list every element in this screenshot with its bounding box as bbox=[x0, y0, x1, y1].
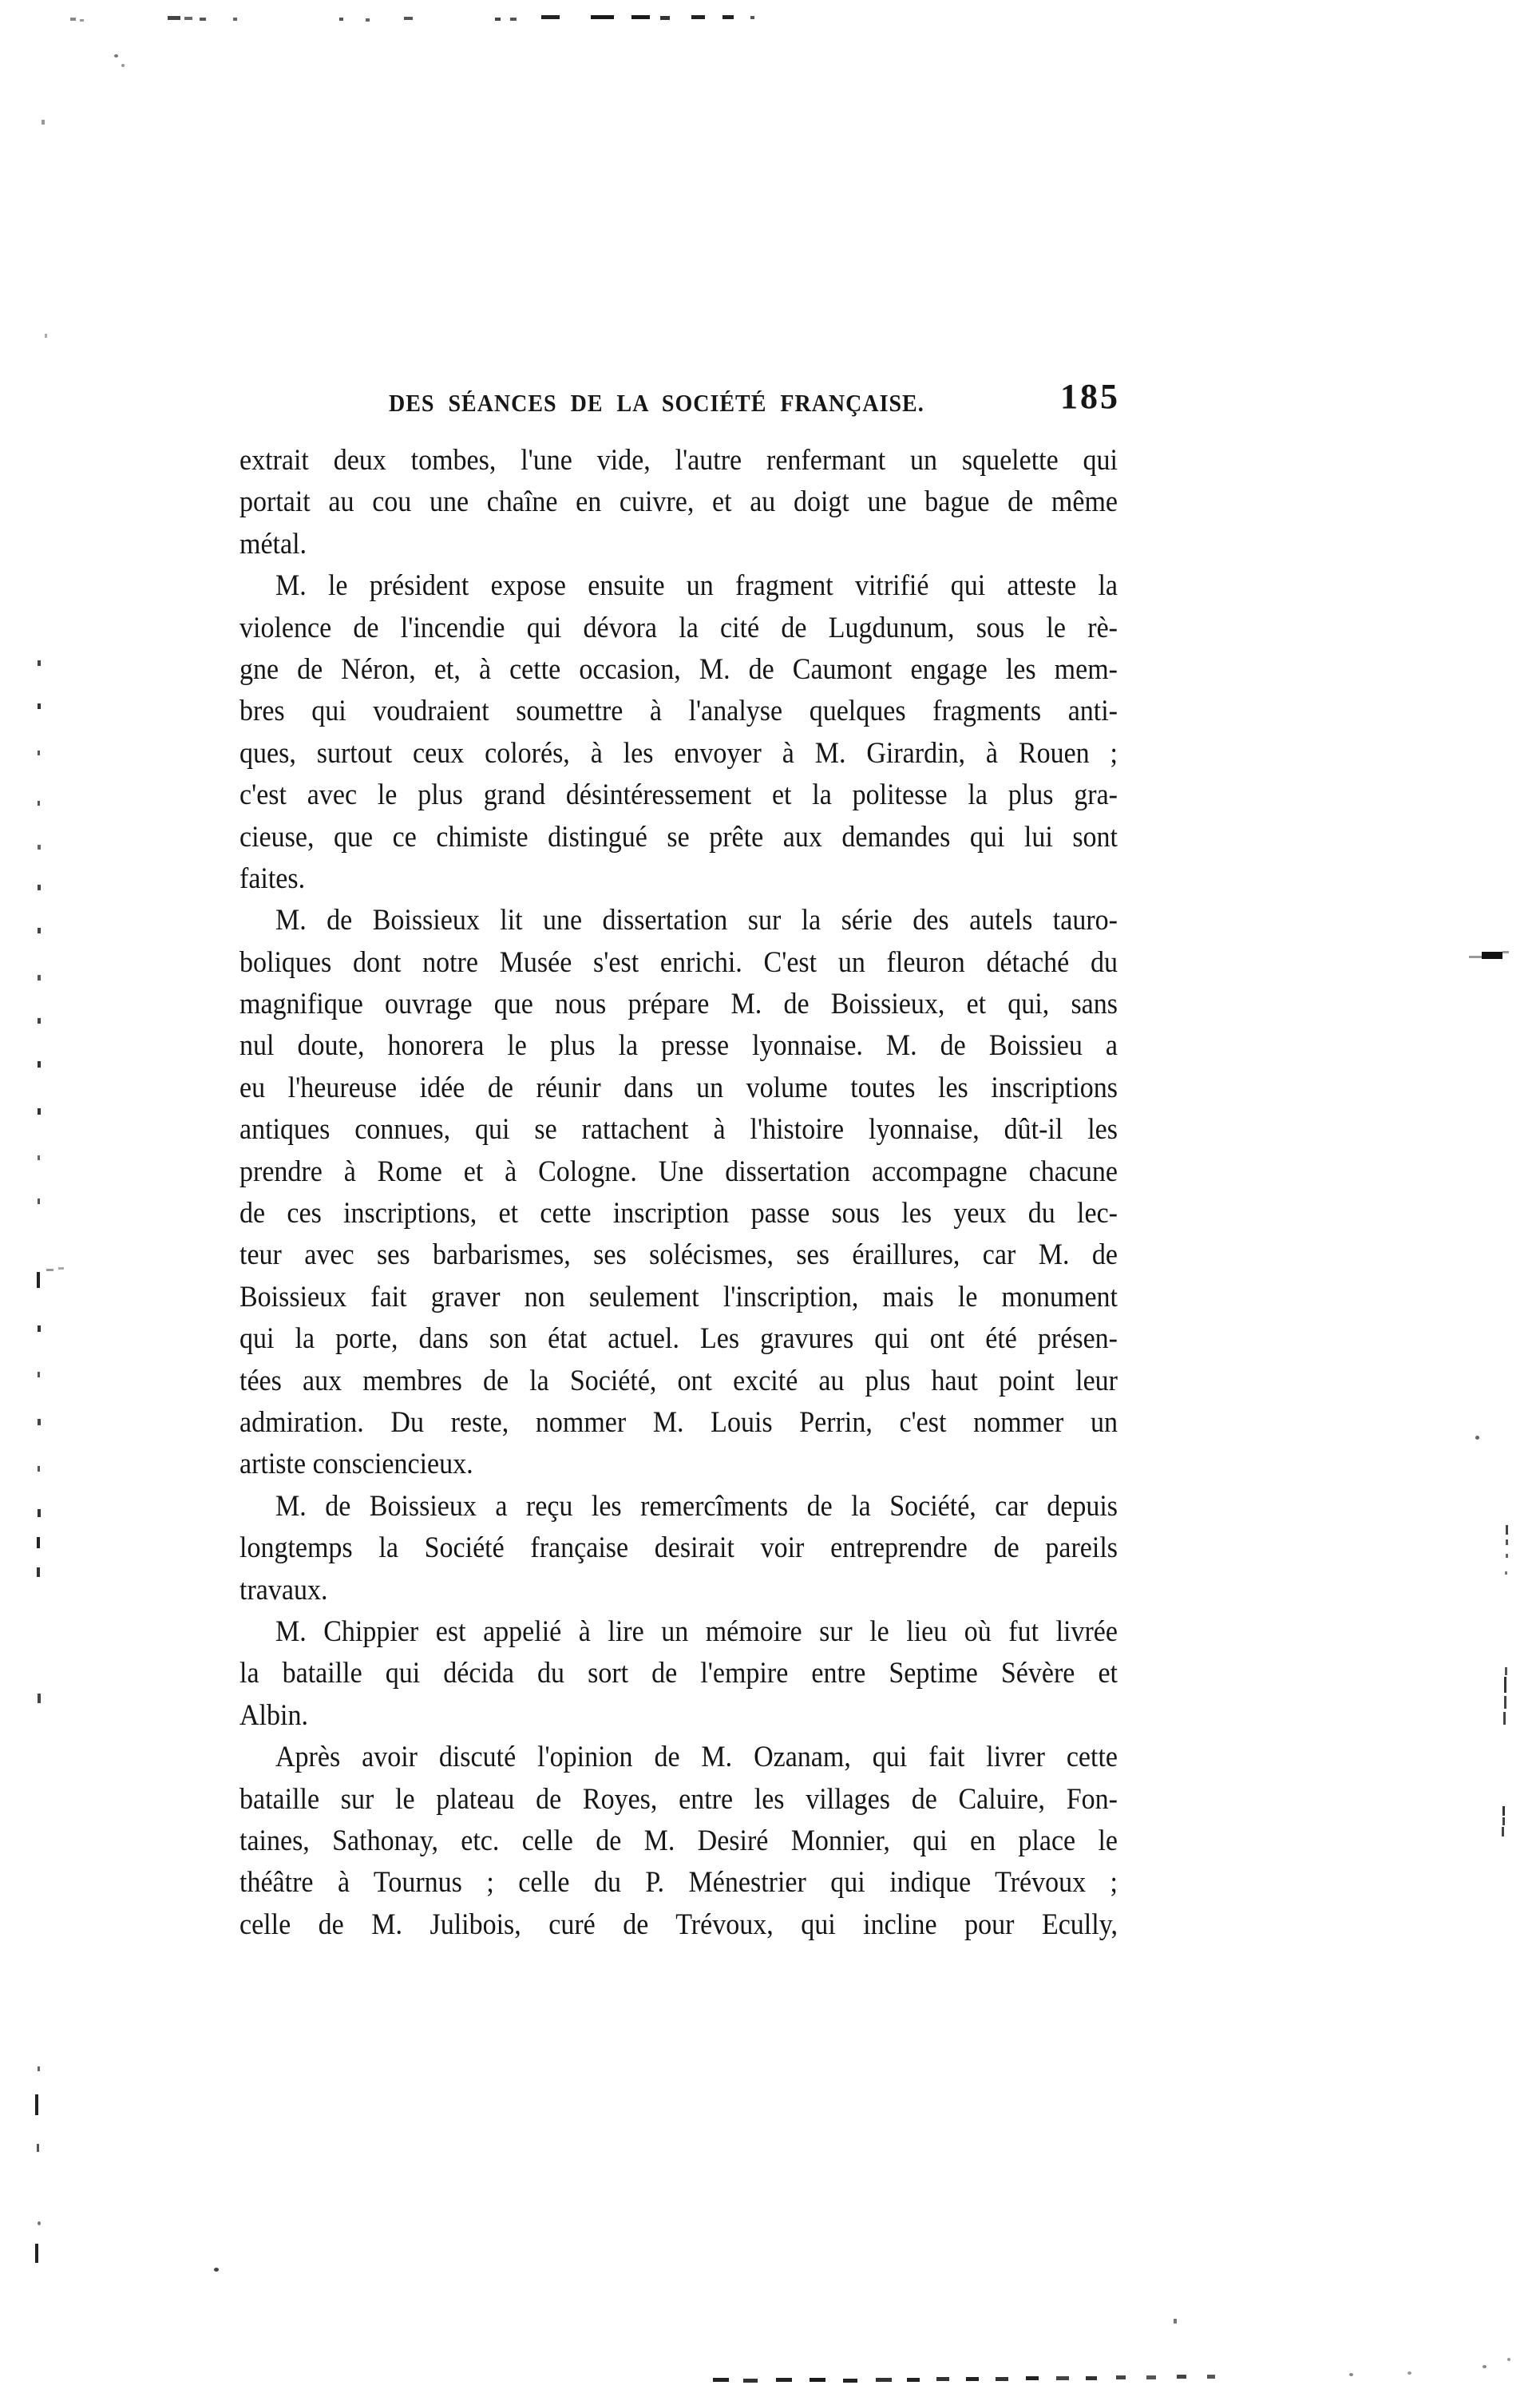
scan-speck bbox=[214, 2268, 219, 2272]
text-line: M. de Boissieux lit une dissertation sur la série des autels tauro- bbox=[275, 904, 1118, 937]
scan-speck bbox=[1475, 1436, 1479, 1440]
scan-speck bbox=[45, 334, 47, 338]
scan-speck bbox=[46, 1269, 53, 1271]
text-line: taines, Sathonay, etc. celle de M. Desiré Monnier, qui en place le bbox=[240, 1824, 1118, 1857]
text-line: cieuse, que ce chimiste distingué se prête aux demandes qui lui sont bbox=[240, 820, 1118, 854]
text-line: c'est avec le plus grand désintéressement et la politesse la plus gra- bbox=[240, 779, 1118, 811]
text-line: Boissieux fait graver non seulement l'inscription, mais le monument bbox=[240, 1280, 1118, 1313]
scan-speck bbox=[37, 1567, 40, 1577]
scan-speck bbox=[38, 1419, 41, 1425]
text-line: bataille sur le plateau de Royes, entre les villages de Caluire, Fon- bbox=[240, 1782, 1118, 1816]
scan-speck bbox=[495, 18, 501, 21]
scan-speck bbox=[1506, 1525, 1508, 1535]
scan-speck bbox=[1507, 2358, 1510, 2361]
scan-speck bbox=[1502, 1817, 1505, 1825]
scan-speck bbox=[1503, 1712, 1506, 1725]
body-text bbox=[240, 440, 1118, 1946]
scan-speck bbox=[37, 1537, 40, 1548]
scan-speck bbox=[631, 15, 650, 19]
text-line: qui la porte, dans son état actuel. Les gravures qui ont été présen- bbox=[240, 1322, 1118, 1355]
text-line: violence de l'incendie qui dévora la cité de Lugdunum, sous le rè- bbox=[240, 611, 1118, 644]
scan-speck bbox=[1349, 2373, 1353, 2376]
scan-speck bbox=[1502, 951, 1509, 953]
scan-speck bbox=[80, 19, 84, 22]
text-line: prendre à Rome et à Cologne. Une dissertation accompagne chacune bbox=[240, 1155, 1118, 1188]
text-line: nul doute, honorera le plus la presse lyonnaise. M. de Boissieu a bbox=[240, 1029, 1118, 1063]
text-line: de ces inscriptions, et cette inscription passe sous les yeux du lec- bbox=[240, 1197, 1118, 1230]
running-header-title: DES SÉANCES DE LA SOCIÉTÉ FRANÇAISE. bbox=[389, 390, 924, 418]
scan-speck bbox=[936, 2377, 949, 2381]
scan-speck bbox=[404, 17, 413, 20]
scan-speck bbox=[38, 1466, 40, 1472]
text-line: longtemps la Société française desirait voir entreprendre de pareils bbox=[240, 1531, 1118, 1564]
text-line: M. Chippier est appelié à lire un mémoire sur le lieu où fut livrée bbox=[275, 1615, 1118, 1648]
scan-speck bbox=[1116, 2375, 1126, 2379]
scan-speck bbox=[114, 54, 118, 57]
scan-speck bbox=[691, 15, 705, 19]
scan-speck bbox=[38, 1694, 41, 1703]
scan-speck bbox=[966, 2377, 979, 2381]
scan-speck bbox=[38, 885, 41, 890]
scan-speck bbox=[70, 18, 76, 21]
scan-speck bbox=[996, 2377, 1008, 2381]
text-line: tées aux membres de la Société, ont excité au plus haut point leur bbox=[240, 1364, 1118, 1397]
text-line: gne de Néron, et, à cette occasion, M. de Caumont engage les mem- bbox=[240, 653, 1118, 686]
text-line: faites. bbox=[240, 862, 306, 895]
text-line: travaux. bbox=[240, 1573, 328, 1607]
scan-speck bbox=[38, 928, 41, 933]
scan-speck bbox=[1177, 2375, 1186, 2379]
scan-speck bbox=[876, 2378, 892, 2382]
scan-speck bbox=[591, 15, 614, 19]
scan-speck bbox=[1026, 2376, 1039, 2380]
scan-speck bbox=[58, 1267, 64, 1270]
scan-speck bbox=[776, 2378, 792, 2382]
text-line: M. de Boissieux a reçu les remercîments de la Société, car depuis bbox=[275, 1489, 1118, 1523]
scan-speck bbox=[1504, 1696, 1506, 1709]
scan-speck bbox=[200, 18, 206, 21]
scan-speck bbox=[37, 2144, 39, 2152]
scan-speck bbox=[366, 18, 370, 22]
scan-speck bbox=[1482, 952, 1502, 959]
scan-speck bbox=[907, 2378, 920, 2382]
scan-speck bbox=[1483, 2365, 1487, 2368]
scan-speck bbox=[843, 2379, 857, 2383]
page-number: 185 bbox=[1060, 377, 1120, 416]
scan-speck bbox=[1506, 1554, 1508, 1558]
scan-speck bbox=[38, 801, 40, 806]
text-line: ques, surtout ceux colorés, à les envoyer à M. Girardin, à Rouen ; bbox=[240, 736, 1118, 770]
scan-speck bbox=[38, 1372, 40, 1377]
text-line: teur avec ses barbarismes, ses solécismes, ses éraillures, car M. de bbox=[240, 1238, 1118, 1272]
scan-speck bbox=[1207, 2375, 1215, 2379]
text-line: Après avoir discuté l'opinion de M. Ozanam, qui fait livrer cette bbox=[275, 1741, 1118, 1773]
text-line: la bataille qui décida du sort de l'empire entre Septime Sévère et bbox=[240, 1657, 1118, 1690]
text-line: artiste consciencieux. bbox=[240, 1448, 473, 1481]
scan-speck bbox=[38, 1018, 41, 1024]
scan-speck bbox=[37, 1272, 40, 1288]
scan-speck bbox=[541, 15, 560, 19]
scan-speck bbox=[38, 1155, 40, 1160]
text-line: théâtre à Tournus ; celle du P. Ménestrier qui indique Trévoux ; bbox=[240, 1866, 1118, 1900]
text-line: admiration. Du reste, nommer M. Louis Perrin, c'est nommer un bbox=[240, 1406, 1118, 1439]
text-line: magnifique ouvrage que nous prépare M. de Boissieux, et qui, sans bbox=[240, 988, 1118, 1020]
text-line: extrait deux tombes, l'une vide, l'autre renfermant un squelette qui bbox=[240, 444, 1118, 477]
scan-speck bbox=[38, 2221, 41, 2225]
scan-speck bbox=[510, 18, 517, 21]
scan-speck bbox=[660, 16, 670, 20]
scan-speck bbox=[38, 1509, 41, 1517]
scan-speck bbox=[1086, 2376, 1097, 2380]
text-line: métal. bbox=[240, 527, 307, 561]
scan-speck bbox=[184, 17, 192, 20]
scan-speck bbox=[713, 2378, 729, 2382]
scan-speck bbox=[1056, 2376, 1069, 2380]
text-line: celle de M. Julibois, curé de Trévoux, qui incline pour Ecully, bbox=[240, 1908, 1118, 1941]
scan-speck bbox=[121, 64, 125, 67]
scan-speck bbox=[1505, 1571, 1507, 1575]
text-line: Albin. bbox=[240, 1698, 308, 1732]
scan-speck bbox=[38, 975, 41, 981]
scan-speck bbox=[1407, 2371, 1411, 2375]
scan-speck bbox=[1469, 956, 1483, 958]
scan-speck bbox=[1502, 1806, 1505, 1816]
scan-speck bbox=[1505, 1667, 1507, 1675]
scan-speck bbox=[38, 2066, 40, 2071]
scan-speck bbox=[38, 660, 41, 666]
scan-speck bbox=[339, 18, 343, 21]
scan-speck bbox=[1174, 2319, 1177, 2324]
text-line: portait au cou une chaîne en cuivre, et au doigt une bague de même bbox=[240, 485, 1118, 519]
text-line: bres qui voudraient soumettre à l'analyse quelques fragments anti- bbox=[240, 695, 1118, 728]
scan-speck bbox=[38, 1061, 41, 1068]
scan-speck bbox=[743, 2379, 758, 2383]
scan-speck bbox=[42, 120, 45, 125]
scan-speck bbox=[750, 16, 754, 19]
scan-speck bbox=[810, 2378, 825, 2382]
text-line: M. le président expose ensuite un fragment vitrifié qui atteste la bbox=[275, 569, 1118, 602]
scan-speck bbox=[1504, 1677, 1506, 1693]
scan-speck bbox=[38, 1108, 41, 1115]
scan-speck bbox=[38, 1325, 41, 1332]
scan-speck bbox=[38, 845, 41, 850]
scan-speck bbox=[233, 18, 237, 21]
scan-speck bbox=[168, 16, 180, 20]
text-line: boliques dont notre Musée s'est enrichi. C'est un fleuron détaché du bbox=[240, 945, 1118, 979]
scan-speck bbox=[1506, 1539, 1508, 1545]
scan-speck bbox=[38, 751, 40, 755]
scan-speck bbox=[722, 15, 734, 19]
text-line: antiques connues, qui se rattachent à l'histoire lyonnaise, dût-il les bbox=[240, 1113, 1118, 1147]
scan-speck bbox=[1502, 1827, 1504, 1836]
scan-speck bbox=[35, 2244, 38, 2263]
text-line: eu l'heureuse idée de réunir dans un volume toutes les inscriptions bbox=[240, 1071, 1118, 1104]
scan-speck bbox=[35, 2094, 38, 2115]
scan-speck bbox=[1146, 2375, 1156, 2379]
scan-speck bbox=[38, 1199, 40, 1204]
scan-speck bbox=[38, 703, 41, 709]
